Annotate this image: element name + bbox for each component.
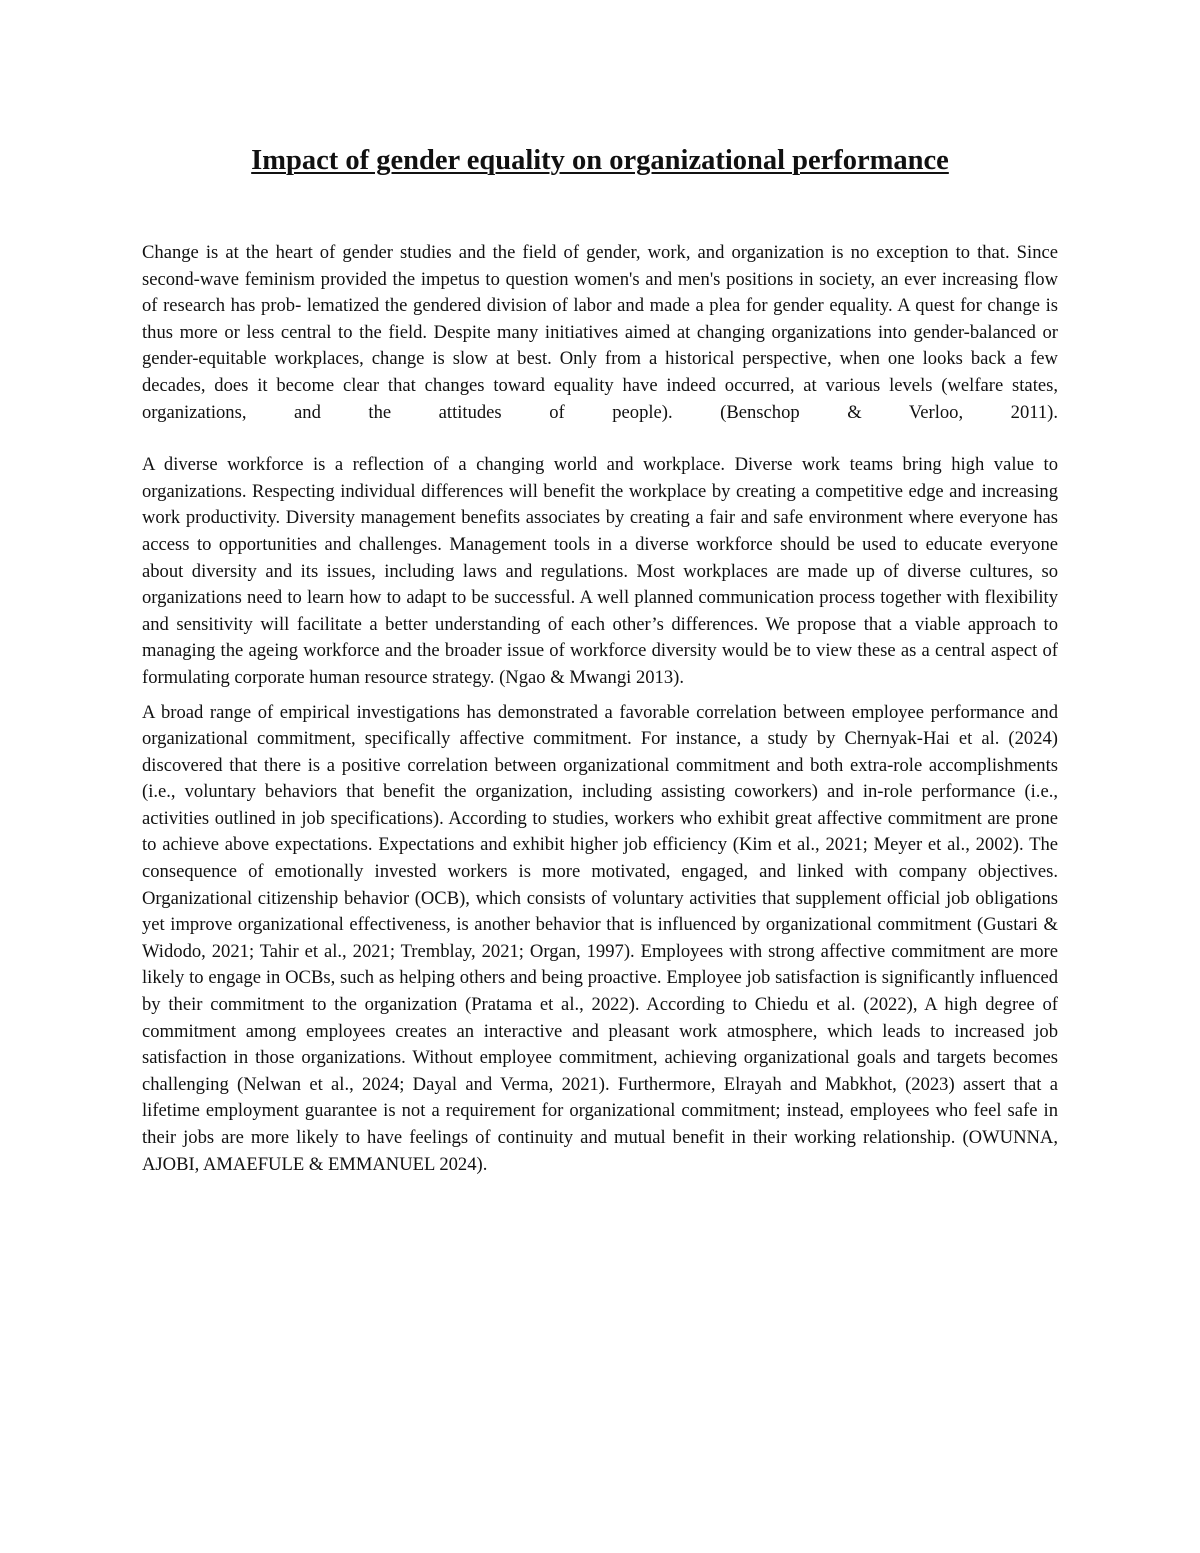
paragraph-spacer <box>142 426 1058 452</box>
document-body <box>142 240 1058 1178</box>
paragraph-gender-change: Change is at the heart of gender studies and the field of gender, work, and organization is no exception to that. Since second-wave feminism provided the impetus to question women's and men's positions in society, an ever increasing flow of research has prob- lematized the gendered division of labor and made a plea for gender equality. A quest for change is thus more or less central to the field. Despite many initiatives aimed at changing organizations into gender-balanced or gender-equitable workplaces, change is slow at best. Only from a historical perspective, when one looks back a few decades, does it become clear that changes toward equality have indeed occurred, at various levels (welfare states, organizations, and the attitudes of people). (Benschop & Verloo, 2011). <box>142 242 1058 423</box>
paragraph-organizational-commitment: A broad range of empirical investigations has demonstrated a favorable correlation between employee performance and organizational commitment, specifically affective commitment. For instance, a study by Chernyak-Hai et al. (2024) discovered that there is a positive correlation between organizational commitment and both extra-role accomplishments (i.e., voluntary behaviors that benefit the organization, including assisting coworkers) and in-role performance (i.e., activities outlined in job specifications). According to studies, workers who exhibit great affective commitment are prone to achieve above expectations. Expectations and exhibit higher job efficiency (Kim et al., 2021; Meyer et al., 2002). The consequence of emotionally invested workers is more motivated, engaged, and linked with company objectives. Organizational citizenship behavior (OCB), which consists of voluntary activities that supplement official job obligations yet improve organizational effectiveness, is another behavior that is influenced by organizational commitment (Gustari & Widodo, 2021; Tahir et al., 2021; Tremblay, 2021; Organ, 1997). Employees with strong affective commitment are more likely to engage in OCBs, such as helping others and being proactive. Employee job satisfaction is significantly influenced by their commitment to the organization (Pratama et al., 2022). According to Chiedu et al. (2022), A high degree of commitment among employees creates an interactive and pleasant work atmosphere, which leads to increased job satisfaction in those organizations. Without employee commitment, achieving organizational goals and targets becomes challenging (Nelwan et al., 2024; Dayal and Verma, 2021). Furthermore, Elrayah and Mabkhot, (2023) assert that a lifetime employment guarantee is not a requirement for organizational commitment; instead, employees who feel safe in their jobs are more likely to have feelings of continuity and mutual benefit in their working relationship. (OWUNNA, AJOBI, AMAEFULE & EMMANUEL 2024). <box>142 701 1058 1175</box>
document-title: Impact of gender equality on organizational performance <box>251 145 949 176</box>
paragraph-spacer <box>142 692 1058 700</box>
paragraph-diverse-workforce: A diverse workforce is a reflection of a changing world and workplace. Diverse work teams bring high value to organizations. Respecting individual differences will benefit the workplace by creating a competitive edge and increasing work productivity. Diversity management benefits associates by creating a fair and safe environment where everyone has access to opportunities and challenges. Management tools in a diverse workforce should be used to educate everyone about diversity and its issues, including laws and regulations. Most workplaces are made up of diverse cultures, so organizations need to learn how to adapt to be successful. A well planned communication process together with flexibility and sensitivity will facilitate a better understanding of each other’s differences. We propose that a viable approach to managing the ageing workforce and the broader issue of workforce diversity would be to view these as a central aspect of formulating corporate human resource strategy. (Ngao & Mwangi 2013). <box>142 454 1058 688</box>
